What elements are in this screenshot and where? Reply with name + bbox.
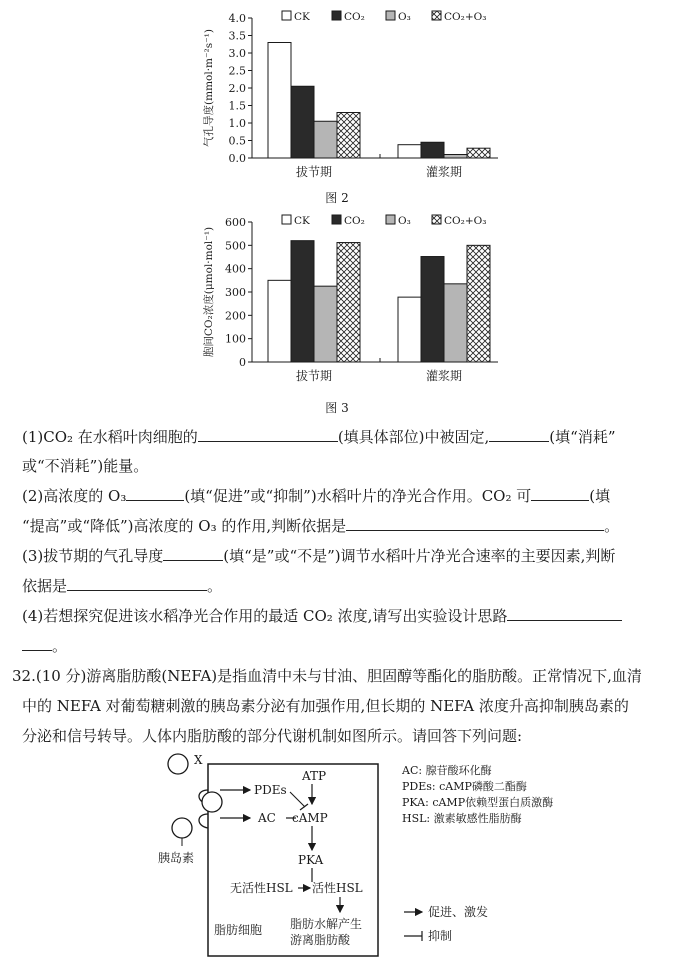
- question-3-line-1: (3)拔节期的气孔导度 (填“是”或“不是”)调节水稻叶片净光合速率的主要因素,判断: [22, 547, 616, 565]
- y-axis-label: [202, 227, 215, 357]
- figure-3-caption: 图 3: [325, 401, 349, 415]
- y-tick-label: 600: [225, 216, 246, 229]
- x-tick-label: 灌浆期: [425, 369, 463, 383]
- question-4-line-2: 。: [22, 636, 67, 656]
- question-32-line-1: 32.(10 分)游离脂肪酸(NEFA)是指血清中未与甘油、胆固醇等酯化的脂肪酸。正常情况下,血清: [12, 667, 642, 685]
- bar-0-1: [291, 86, 314, 158]
- legend-swatch: [282, 215, 291, 224]
- y-tick-label: 4.0: [228, 12, 246, 25]
- legend: [282, 215, 486, 227]
- bar-0-1: [291, 241, 314, 362]
- insulin-circle: [172, 818, 192, 838]
- bar-1-1: [421, 142, 444, 158]
- figure-2-chart: [200, 8, 520, 180]
- answer-blank[interactable]: [163, 546, 223, 561]
- product-label-2: 游离脂肪酸: [290, 933, 351, 947]
- bar-0-0: [268, 43, 291, 159]
- bar-0-0: [268, 280, 291, 362]
- x-tick-label: 拔节期: [295, 369, 333, 383]
- y-tick-label: 3.0: [228, 47, 246, 60]
- cell-label: 脂肪细胞: [214, 923, 263, 937]
- y-tick-label: 400: [225, 262, 246, 276]
- inactive-hsl-label: 无活性HSL: [230, 881, 293, 895]
- legend-pdes: PDEs: cAMP磷酸二酯酶: [402, 780, 527, 793]
- legend-swatch: [386, 215, 395, 224]
- y-tick-label: 100: [225, 332, 246, 346]
- pka-label: PKA: [298, 853, 324, 867]
- bar-0-3: [337, 113, 360, 159]
- bar-1-0: [398, 297, 421, 362]
- legend-label: O₃: [398, 11, 411, 23]
- y-axis-label-text: 气孔导度(mmol·m⁻²s⁻¹): [203, 29, 215, 147]
- legend-swatch: [386, 11, 395, 20]
- camp-label: cAMP: [292, 811, 328, 825]
- question-2-line-2: “提高”或“降低”)高浓度的 O₃ 的作用,判断依据是 。: [22, 517, 620, 535]
- bar-0-2: [314, 121, 337, 158]
- legend-swatch: [432, 215, 441, 224]
- pdes-label: PDEs: [254, 783, 287, 797]
- question-2-line-1: (2)高浓度的 O₃ (填“促进”或“抑制”)水稻叶片的净光合作用。CO₂ 可 (填: [22, 487, 611, 505]
- y-tick-label: 0: [239, 356, 246, 369]
- y-tick-label: 2.5: [228, 64, 246, 78]
- answer-blank[interactable]: [346, 516, 604, 531]
- answer-blank[interactable]: [67, 576, 207, 591]
- inhibit-arrow-label: 抑制: [428, 929, 453, 943]
- legend-swatch: [332, 11, 341, 20]
- product-label-1: 脂肪水解产生: [290, 917, 363, 931]
- figure-2-caption: 图 2: [325, 191, 349, 205]
- question-3-line-2: 依据是 。: [22, 577, 223, 595]
- bar-1-2: [444, 155, 467, 159]
- answer-blank[interactable]: [507, 606, 622, 621]
- bar-1-2: [444, 284, 467, 362]
- bar-1-1: [421, 257, 444, 362]
- legend-swatch: [432, 11, 441, 20]
- figure-3-chart: [200, 212, 520, 387]
- legend-swatch: [332, 215, 341, 224]
- bar-1-3: [467, 148, 490, 158]
- legend-label: CO₂+O₃: [444, 215, 487, 227]
- answer-blank[interactable]: [22, 636, 52, 651]
- x-label: X: [194, 753, 203, 767]
- question-1-line-1: (1)CO₂ 在水稻叶肉细胞的 (填具体部位)中被固定, (填“消耗”: [22, 428, 616, 446]
- legend: [282, 11, 486, 23]
- y-tick-label: 1.0: [228, 117, 246, 130]
- bar-1-3: [467, 245, 490, 362]
- legend-hsl: HSL: 激素敏感性脂肪酶: [402, 812, 522, 825]
- question-1-line-2: 或“不消耗”)能量。: [22, 457, 149, 475]
- fatty-acid-metabolism-diagram: [150, 752, 690, 960]
- legend-label: CK: [294, 215, 310, 227]
- legend-label: CO₂: [344, 215, 365, 227]
- promote-arrow-label: 促进、激发: [428, 905, 489, 919]
- answer-blank[interactable]: [126, 486, 184, 501]
- legend-label: CO₂: [344, 11, 365, 23]
- question-32-line-2: 中的 NEFA 对葡萄糖刺激的胰岛素分泌有加强作用,但长期的 NEFA 浓度升高抑制胰岛素的: [22, 697, 629, 715]
- insulin-label: 胰岛素: [158, 851, 195, 865]
- x-tick-label: 拔节期: [295, 165, 333, 179]
- bar-1-0: [398, 145, 421, 158]
- y-axis-label-text: 胞间CO₂浓度(μmol·mol⁻¹): [203, 226, 215, 358]
- y-axis-label: [202, 29, 215, 147]
- atp-label: ATP: [302, 769, 327, 783]
- bars: [268, 241, 490, 362]
- y-tick-label: 3.5: [228, 29, 246, 43]
- y-tick-label: 0.5: [228, 134, 246, 148]
- y-tick-label: 2.0: [228, 82, 246, 95]
- molecule-circle: [202, 792, 222, 812]
- ac-label: AC: [258, 811, 276, 825]
- answer-blank[interactable]: [489, 427, 549, 442]
- y-tick-labels: [229, 12, 253, 165]
- y-tick-labels: [225, 216, 252, 369]
- question-4-line-1: (4)若想探究促进该水稻净光合作用的最适 CO₂ 浓度,请写出实验设计思路: [22, 606, 622, 626]
- legend-label: CO₂+O₃: [444, 11, 487, 23]
- bar-0-3: [337, 243, 360, 362]
- y-tick-label: 300: [225, 286, 246, 299]
- legend-swatch: [282, 11, 291, 20]
- x-tick-label: 灌浆期: [425, 165, 463, 179]
- y-tick-label: 1.5: [228, 99, 246, 113]
- legend-ac: AC: 腺苷酸环化酶: [402, 764, 492, 777]
- legend-pka: PKA: cAMP依赖型蛋白质激酶: [402, 796, 554, 809]
- y-tick-label: 200: [225, 309, 246, 323]
- molecule-circle: [168, 754, 188, 774]
- answer-blank[interactable]: [531, 486, 589, 501]
- bars: [268, 43, 490, 159]
- question-32-line-3: 分泌和信号转导。人体内脂肪酸的部分代谢机制如图所示。请回答下列问题:: [22, 727, 523, 745]
- answer-blank[interactable]: [198, 427, 338, 442]
- legend-label: CK: [294, 11, 310, 23]
- active-hsl-label: 活性HSL: [312, 881, 363, 895]
- y-tick-label: 500: [225, 239, 246, 253]
- legend-label: O₃: [398, 215, 411, 227]
- bar-0-2: [314, 286, 337, 362]
- y-tick-label: 0.0: [228, 152, 246, 165]
